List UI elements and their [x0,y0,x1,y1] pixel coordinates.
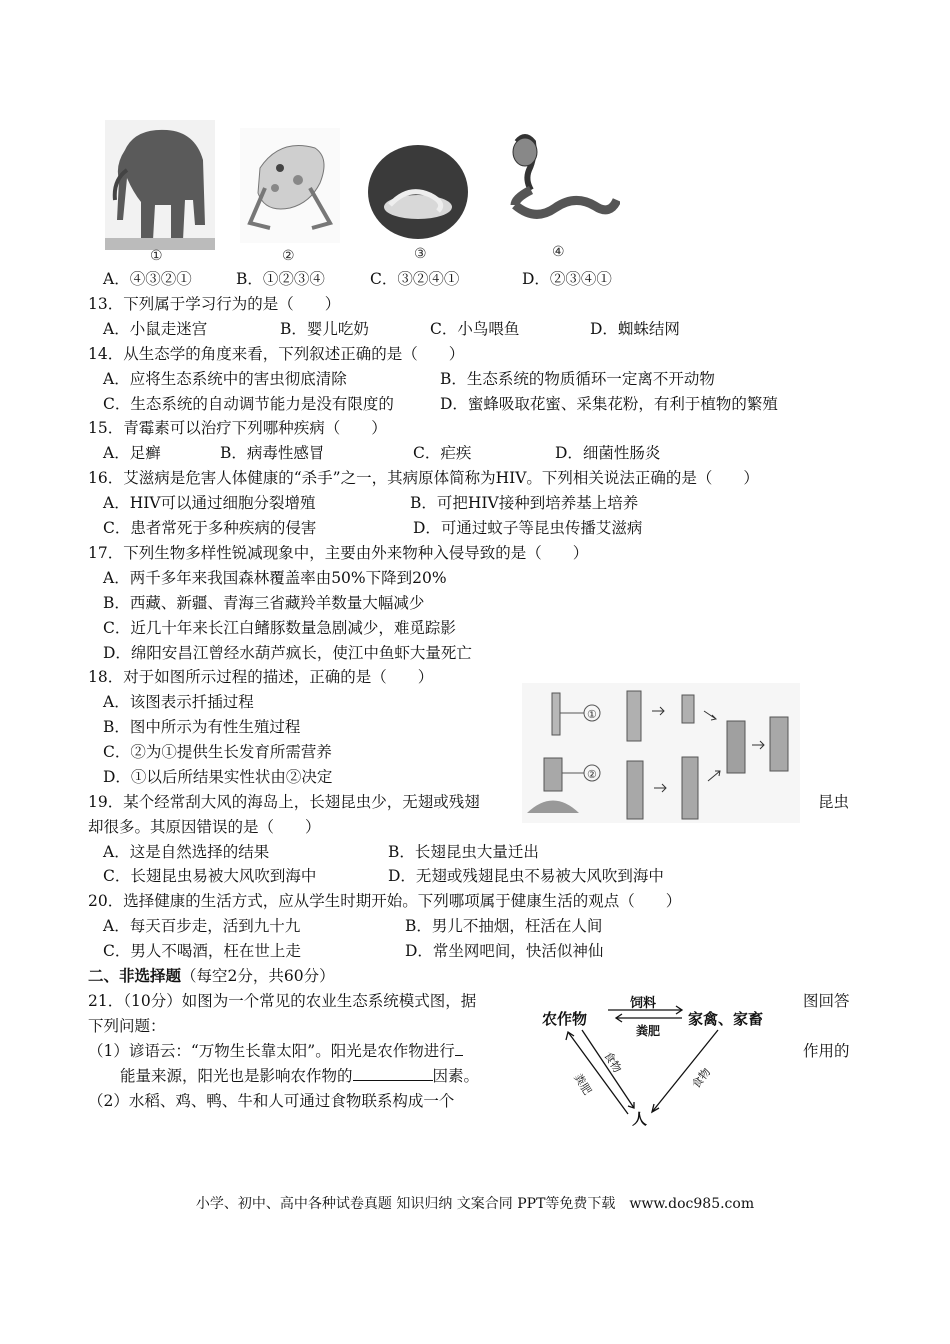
cobra-image [495,130,620,230]
q12-option-c: C．③②④① [370,270,460,288]
q17-option-c: C．近几十年来长江白鳍豚数量急剧减少，难觅踪影 [103,619,456,637]
q15-option-a: A．足癣 [103,444,161,462]
q21-stem-c: 下列问题： [88,1017,166,1035]
q13-stem: 13．下列属于学习行为的是（ ） [88,295,341,313]
figure-label-2: ② [587,768,597,781]
diagram-food-label-1: 食物 [601,1049,624,1076]
section-2-note: （每空2分，共60分） [181,967,335,985]
snake-coiled-image [368,145,468,240]
ecosystem-diagram [540,990,800,1130]
q17-stem: 17．下列生物多样性锐减现象中，主要由外来物种入侵导致的是（ ） [88,544,589,562]
q20-option-a: A．每天百步走，活到九十九 [103,917,301,935]
q19-stem-a: 19．某个经常刮大风的海岛上，长翅昆虫少，无翅或残翅 [88,793,480,811]
figure-label-1: ① [587,708,597,721]
q13-option-a: A．小鼠走迷宫 [103,320,208,338]
diagram-poultry-node: 家禽、家畜 [688,1010,764,1028]
q17-option-b: B．西藏、新疆、青海三省藏羚羊数量大幅减少 [103,594,425,612]
q18-option-a: A．该图表示扦插过程 [103,693,254,711]
q16-stem: 16．艾滋病是危害人体健康的“杀手”之一，其病原体简称为HIV。下列相关说法正确的是（ ） [88,469,759,487]
frog-image [240,128,340,243]
grafting-figure [522,683,800,823]
q15-stem: 15．青霉素可以治疗下列哪种疾病（ ） [88,419,387,437]
q21-stem-b: 图回答 [803,992,850,1010]
q12-option-a: A．④③②① [103,270,192,288]
q21-stem-a: 21．（10分）如图为一个常见的农业生态系统模式图，据 [88,992,477,1010]
q18-option-c: C．②为①提供生长发育所需营养 [103,743,332,761]
q13-option-d: D．蜘蛛结网 [590,320,680,338]
q16-option-c: C．患者常死于多种疾病的侵害 [103,519,317,537]
q15-option-d: D．细菌性肠炎 [555,444,661,462]
diagram-food-label-2: 食物 [689,1065,714,1091]
q15-option-b: B．病毒性感冒 [220,444,325,462]
q20-option-b: B．男儿不抽烟，枉活在人间 [405,917,603,935]
diagram-crop-node: 农作物 [542,1010,588,1028]
diagram-manure-label-2: 粪肥 [571,1071,594,1098]
q19-option-a: A．这是自然选择的结果 [103,843,270,861]
q21-part1-line1 [88,1041,463,1061]
q15-option-c: C．疟疾 [413,444,472,462]
q12-option-d: D．②③④① [522,270,612,288]
section-2-title: 二、非选择题 [88,966,182,985]
q19-option-d: D．无翅或残翅昆虫不易被大风吹到海中 [388,867,664,885]
page-footer: 小学、初中、高中各种试卷真题 知识归纳 文案合同 PPT等免费下载 www.doc985.com [195,1196,755,1212]
q20-option-d: D．常坐网吧间，快活似神仙 [405,942,604,960]
q12-option-b: B．①②③④ [236,270,325,288]
q14-option-b: B．生态系统的物质循环一定离不开动物 [440,370,715,388]
q21-part1-text2: 能量来源，阳光也是影响农作物的 [120,1067,353,1085]
q21-part2: （2）水稻、鸡、鸭、牛和人可通过食物联系构成一个 [88,1092,455,1110]
q18-stem: 18．对于如图所示过程的描述，正确的是（ ） [88,668,434,686]
caption-1: ① [150,248,163,264]
diagram-human-node: 人 [632,1110,648,1128]
q14-option-c: C．生态系统的自动调节能力是没有限度的 [103,395,394,413]
q21-part1-tail: 作用的 [803,1042,850,1060]
q19-stem-c: 却很多。其原因错误的是（ ） [88,818,321,836]
q13-option-c: C．小鸟喂鱼 [430,320,520,338]
q18-option-d: D．①以后所结果实性状由②决定 [103,768,333,786]
q14-option-d: D．蜜蜂吸取花蜜、采集花粉，有利于植物的繁殖 [440,395,778,413]
q17-option-a: A．两千多年来我国森林覆盖率由50%下降到20% [103,569,447,587]
q17-option-d: D．绵阳安昌江曾经水葫芦疯长，使江中鱼虾大量死亡 [103,644,472,662]
q16-option-b: B．可把HIV接种到培养基上培养 [410,494,639,512]
caption-4: ④ [552,244,565,260]
q13-option-b: B．婴儿吃奶 [280,320,369,338]
q21-part1-line2 [120,1066,479,1086]
q21-answer-blank-2[interactable] [353,1066,433,1081]
q20-option-c: C．男人不喝酒，枉在世上走 [103,942,301,960]
q19-option-b: B．长翅昆虫大量迁出 [388,843,539,861]
elephant-image [105,120,215,250]
q19-stem-b: 昆虫 [818,793,850,811]
q19-option-c: C．长翅昆虫易被大风吹到海中 [103,867,317,885]
q14-stem: 14．从生态学的角度来看，下列叙述正确的是（ ） [88,345,465,363]
q21-part1-text: （1）谚语云：“万物生长靠太阳”。阳光是农作物进行 [88,1042,455,1060]
q21-part1-text3: 因素。 [432,1067,480,1085]
q16-option-a: A．HIV可以通过细胞分裂增殖 [103,494,316,512]
q16-option-d: D．可通过蚊子等昆虫传播艾滋病 [413,519,643,537]
diagram-manure-label: 粪肥 [636,1024,661,1038]
q20-stem: 20．选择健康的生活方式，应从学生时期开始。下列哪项属于健康生活的观点（ ） [88,892,682,910]
caption-2: ② [282,248,295,264]
q18-option-b: B．图中所示为有性生殖过程 [103,718,301,736]
section-2-heading [88,966,335,986]
q21-answer-blank-1[interactable] [455,1041,463,1056]
q14-option-a: A．应将生态系统中的害虫彻底清除 [103,370,347,388]
caption-3: ③ [414,246,427,262]
diagram-feed-label: 饲料 [630,996,657,1011]
